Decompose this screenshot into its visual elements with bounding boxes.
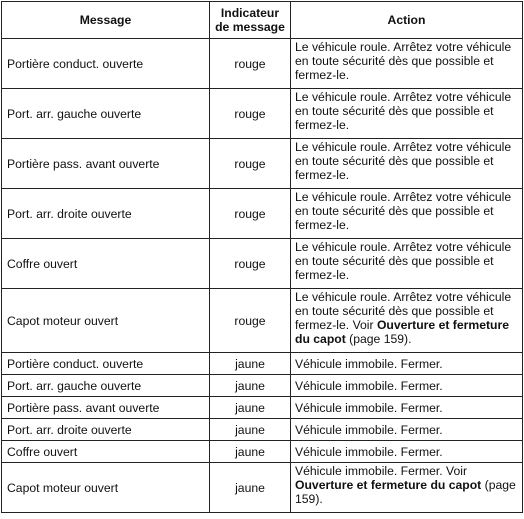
message-cell: Port. arr. gauche ouverte <box>2 375 210 397</box>
action-cell: Le véhicule roule. Arrêtez votre véhicule en toute sécurité dès que possible et fermez-le. <box>291 239 523 289</box>
message-cell: Port. arr. gauche ouverte <box>2 89 210 139</box>
indicator-cell: rouge <box>210 289 291 353</box>
table-row <box>2 189 523 239</box>
action-cell <box>291 463 523 513</box>
action-cell: Véhicule immobile. Fermer. <box>291 375 523 397</box>
action-cell: Le véhicule roule. Arrêtez votre véhicule en toute sécurité dès que possible et fermez-le. <box>291 89 523 139</box>
header-action: Action <box>291 2 523 39</box>
indicator-cell: rouge <box>210 239 291 289</box>
action-cell: Le véhicule roule. Arrêtez votre véhicule en toute sécurité dès que possible et fermez-le. <box>291 139 523 189</box>
action-cell: Véhicule immobile. Fermer. <box>291 397 523 419</box>
door-messages-table <box>1 1 523 513</box>
hood-link[interactable]: Ouverture et fermeture du capot <box>295 318 510 346</box>
page-reference: (page 159). <box>345 332 412 346</box>
indicator-cell: rouge <box>210 189 291 239</box>
table-row <box>2 353 523 375</box>
indicator-cell: jaune <box>210 397 291 419</box>
action-text: Véhicule immobile. Fermer. Voir <box>295 464 468 478</box>
action-cell: Véhicule immobile. Fermer. <box>291 441 523 463</box>
indicator-cell: rouge <box>210 139 291 189</box>
table-row <box>2 419 523 441</box>
page-reference: (page 159). <box>295 478 516 506</box>
header-indicator-line1: Indicateur <box>220 6 280 20</box>
table-row <box>2 39 523 89</box>
indicator-cell: jaune <box>210 463 291 513</box>
action-cell: Véhicule immobile. Fermer. <box>291 419 523 441</box>
message-cell: Coffre ouvert <box>2 441 210 463</box>
action-cell: Le véhicule roule. Arrêtez votre véhicule en toute sécurité dès que possible et fermez-le. <box>291 39 523 89</box>
message-cell: Capot moteur ouvert <box>2 463 210 513</box>
indicator-cell: jaune <box>210 441 291 463</box>
hood-link[interactable]: Ouverture et fermeture du capot <box>295 478 482 492</box>
indicator-cell: rouge <box>210 39 291 89</box>
action-text: Le véhicule roule. Arrêtez votre véhicule en toute sécurité dès que possible et fermez-le. Voir <box>295 290 512 332</box>
table-row <box>2 441 523 463</box>
message-cell: Port. arr. droite ouverte <box>2 189 210 239</box>
message-cell: Portière pass. avant ouverte <box>2 139 210 189</box>
message-cell: Coffre ouvert <box>2 239 210 289</box>
message-cell: Capot moteur ouvert <box>2 289 210 353</box>
action-cell <box>291 289 523 353</box>
table-row <box>2 397 523 419</box>
table-row <box>2 375 523 397</box>
indicator-cell: jaune <box>210 419 291 441</box>
message-cell: Portière conduct. ouverte <box>2 39 210 89</box>
message-cell: Portière conduct. ouverte <box>2 353 210 375</box>
indicator-cell: jaune <box>210 353 291 375</box>
message-cell: Portière pass. avant ouverte <box>2 397 210 419</box>
table-row <box>2 139 523 189</box>
action-cell: Le véhicule roule. Arrêtez votre véhicule en toute sécurité dès que possible et fermez-le. <box>291 189 523 239</box>
indicator-cell: jaune <box>210 375 291 397</box>
header-message: Message <box>2 2 210 39</box>
table-header-row <box>2 2 523 39</box>
indicator-cell: rouge <box>210 89 291 139</box>
header-indicator-line2: de message <box>215 20 285 34</box>
table-row <box>2 89 523 139</box>
header-indicator <box>210 2 291 39</box>
message-cell: Port. arr. droite ouverte <box>2 419 210 441</box>
action-cell: Véhicule immobile. Fermer. <box>291 353 523 375</box>
table-row <box>2 239 523 289</box>
table-row <box>2 289 523 353</box>
table-row <box>2 463 523 513</box>
